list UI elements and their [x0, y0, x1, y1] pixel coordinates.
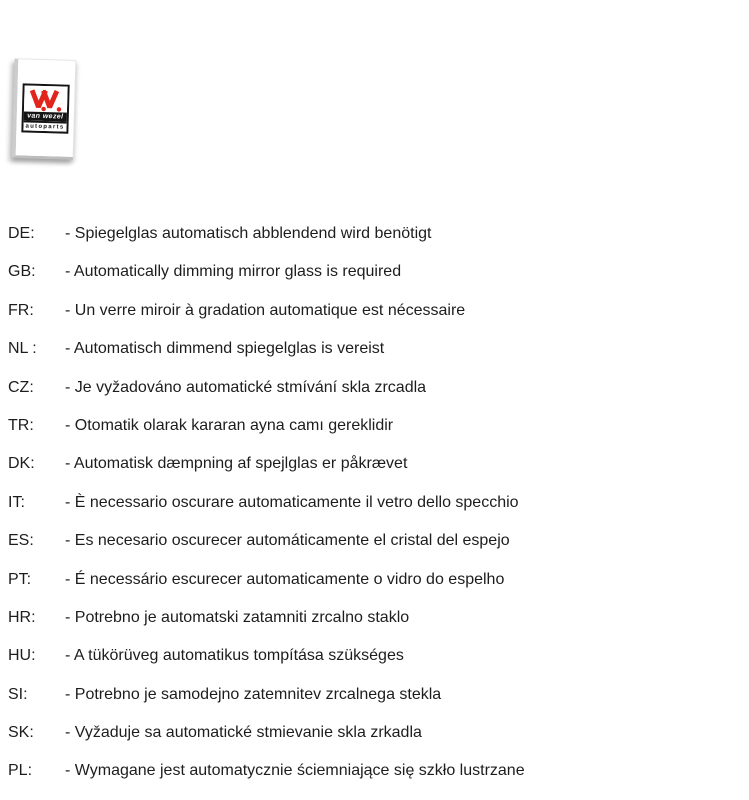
- language-code: NL :: [8, 340, 37, 358]
- requirement-text: - Vyžaduje sa automatické stmievanie skla zrkadla: [65, 724, 422, 742]
- list-item: [8, 378, 738, 416]
- list-item: [8, 454, 738, 492]
- requirement-text: - Otomatik olarak kararan ayna camı gereklidir: [65, 416, 394, 434]
- requirement-text: - Automatisch dimmend spiegelglas is vereist: [65, 340, 385, 358]
- language-code: TR:: [8, 416, 34, 434]
- requirement-text: - Potrebno je automatski zatamniti zrcalno staklo: [65, 608, 410, 626]
- language-code: PT:: [8, 570, 32, 588]
- list-item: [8, 761, 738, 799]
- language-code: HU:: [8, 647, 36, 665]
- language-code: DK:: [8, 455, 35, 473]
- van-wezel-monogram-icon: [26, 87, 66, 112]
- language-code: SK:: [8, 724, 34, 742]
- list-item: [8, 685, 738, 723]
- list-item: [8, 531, 738, 569]
- list-item: [8, 723, 738, 761]
- requirement-text: - Spiegelglas automatisch abblendend wird benötigt: [65, 225, 432, 242]
- list-item: [8, 493, 738, 531]
- requirement-text: - Un verre miroir à gradation automatique est nécessaire: [65, 301, 466, 319]
- list-item: [8, 570, 738, 608]
- van-wezel-logo-card: [12, 58, 77, 160]
- requirements-list: [8, 224, 738, 800]
- requirement-text: - Es necesario oscurecer automáticamente el cristal del espejo: [65, 532, 510, 550]
- list-item: [8, 224, 738, 262]
- language-code: CZ:: [8, 378, 34, 396]
- requirement-text: - Je vyžadováno automatické stmívání skla zrcadla: [65, 378, 427, 396]
- requirement-text: - É necessário escurecer automaticamente o vidro do espelho: [65, 570, 505, 588]
- list-item: [8, 339, 738, 377]
- van-wezel-logo: [21, 83, 69, 133]
- list-item: [8, 646, 738, 684]
- language-code: HR:: [8, 608, 36, 626]
- brand-tagline: autoparts: [23, 120, 66, 131]
- requirement-text: - A tükörüveg automatikus tompítása szükséges: [65, 647, 404, 665]
- list-item: [8, 416, 738, 454]
- requirement-text: - È necessario oscurare automaticamente il vetro dello specchio: [65, 493, 519, 511]
- language-code: PL:: [8, 762, 33, 780]
- language-code: GB:: [8, 263, 36, 281]
- language-code: IT:: [8, 493, 25, 511]
- van-wezel-monogram: [24, 85, 68, 112]
- language-code: FR:: [8, 301, 34, 319]
- language-code: SI:: [8, 685, 28, 703]
- requirement-text: - Wymagane jest automatycznie ściemniające się szkło lustrzane: [65, 762, 525, 780]
- brand-name: van wezel: [24, 111, 67, 121]
- language-code: ES:: [8, 532, 34, 550]
- requirement-text: - Automatically dimming mirror glass is required: [65, 263, 402, 281]
- list-item: [8, 301, 738, 339]
- list-item: [8, 262, 738, 300]
- requirement-text: - Potrebno je samodejno zatemnitev zrcalnega stekla: [65, 685, 442, 703]
- list-item: [8, 608, 738, 646]
- requirement-text: - Automatisk dæmpning af spejlglas er påkrævet: [65, 455, 408, 473]
- language-code: DE:: [8, 225, 35, 242]
